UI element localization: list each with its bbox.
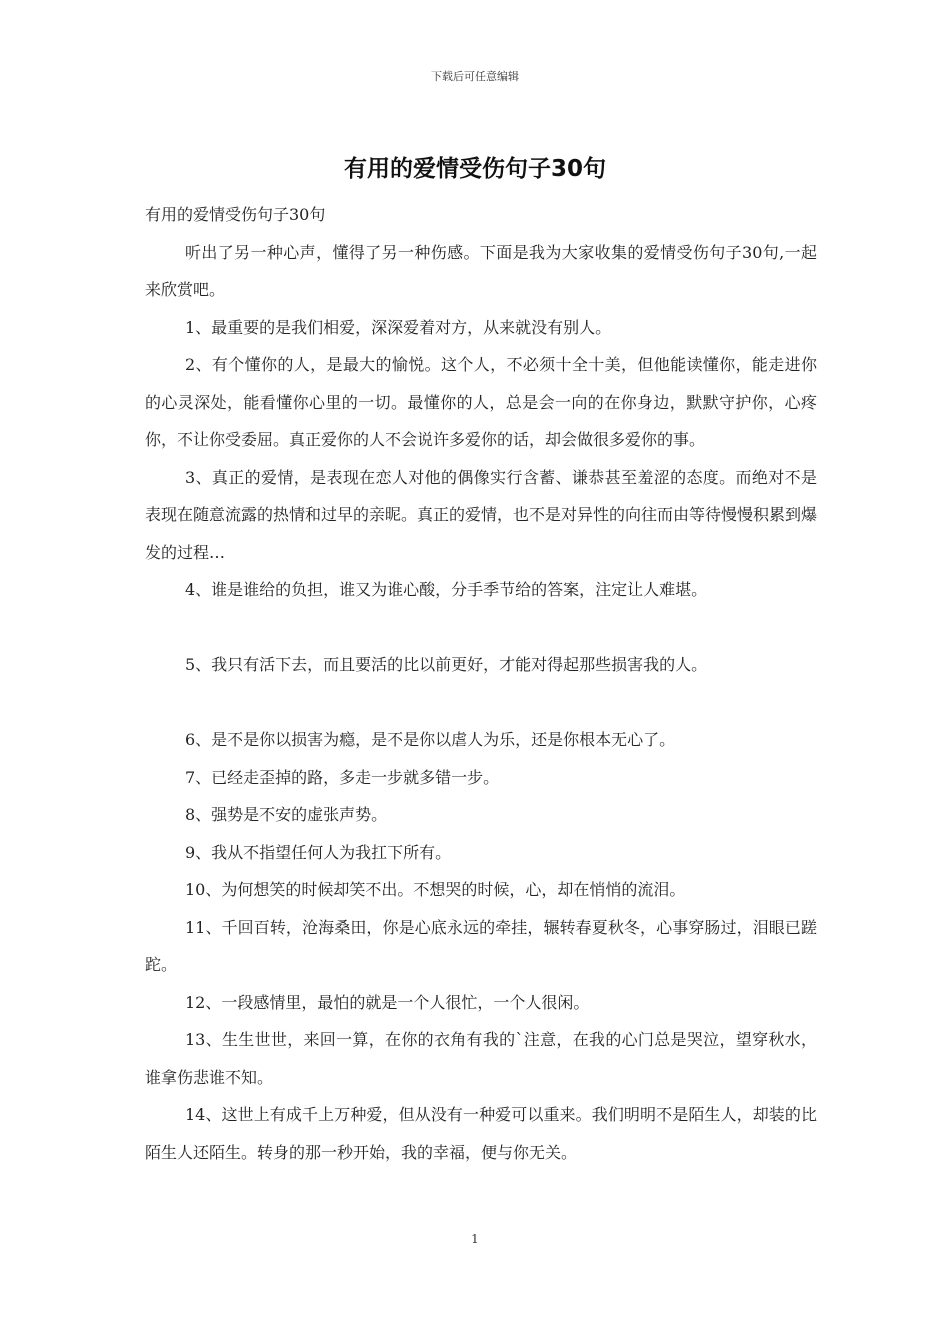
document-title: 有用的爱情受伤句子30句 [343, 156, 606, 182]
list-item: 10、为何想笑的时候却笑不出。不想哭的时候，心，却在悄悄的流泪。 [185, 880, 686, 899]
subtitle: 有用的爱情受伤句子30句 [145, 205, 326, 224]
list-item: 5、我只有活下去，而且要活的比以前更好，才能对得起那些损害我的人。 [185, 655, 708, 674]
document-body [145, 196, 817, 1171]
list-item: 2、有个懂你的人，是最大的愉悦。这个人，不必须十全十美，但他能读懂你，能走进你的心灵深处，能看懂你心里的一切。最懂你的人，总是会一向的在你身边，默默守护你，心疼你，不让你受委屈。真正爱你的人不会说许多爱你的话，却会做很多爱你的事。 [145, 355, 817, 449]
list-item: 4、谁是谁给的负担，谁又为谁心酸，分手季节给的答案，注定让人难堪。 [185, 580, 708, 599]
list-item: 7、已经走歪掉的路，多走一步就多错一步。 [185, 767, 500, 787]
intro-paragraph: 听出了另一种心声，懂得了另一种伤感。下面是我为大家收集的爱情受伤句子30句,一起来欣赏吧。 [145, 242, 817, 299]
list-item: 11、千回百转，沧海桑田，你是心底永远的牵挂，辗转春夏秋冬，心事穿肠过，泪眼已蹉跎。 [145, 917, 817, 974]
list-item: 1、最重要的是我们相爱，深深爱着对方，从来就没有别人。 [185, 317, 612, 337]
list-item: 13、生生世世，来回一算，在你的衣角有我的`注意，在我的心门总是哭泣，望穿秋水，谁拿伤悲谁不知。 [145, 1030, 817, 1087]
blank-line [145, 684, 817, 722]
list-item: 14、这世上有成千上万种爱，但从没有一种爱可以重来。我们明明不是陌生人，却装的比陌生人还陌生。转身的那一秒开始，我的幸福，便与你无关。 [145, 1105, 817, 1162]
list-item: 6、是不是你以损害为瘾，是不是你以虐人为乐，还是你根本无心了。 [185, 730, 676, 749]
list-item: 12、一段感情里，最怕的就是一个人很忙，一个人很闲。 [185, 992, 590, 1012]
list-item: 9、我从不指望任何人为我扛下所有。 [185, 842, 452, 862]
blank-line [145, 609, 817, 647]
list-item: 8、强势是不安的虚张声势。 [185, 805, 388, 824]
header-note: 下载后可任意编辑 [431, 70, 519, 83]
list-item: 3、真正的爱情，是表现在恋人对他的偶像实行含蓄、谦恭甚至羞涩的态度。而绝对不是表现在随意流露的热情和过早的亲昵。真正的爱情，也不是对异性的向往而由等待慢慢积累到爆发的过程… [145, 467, 818, 562]
page-number: 1 [471, 1232, 479, 1246]
